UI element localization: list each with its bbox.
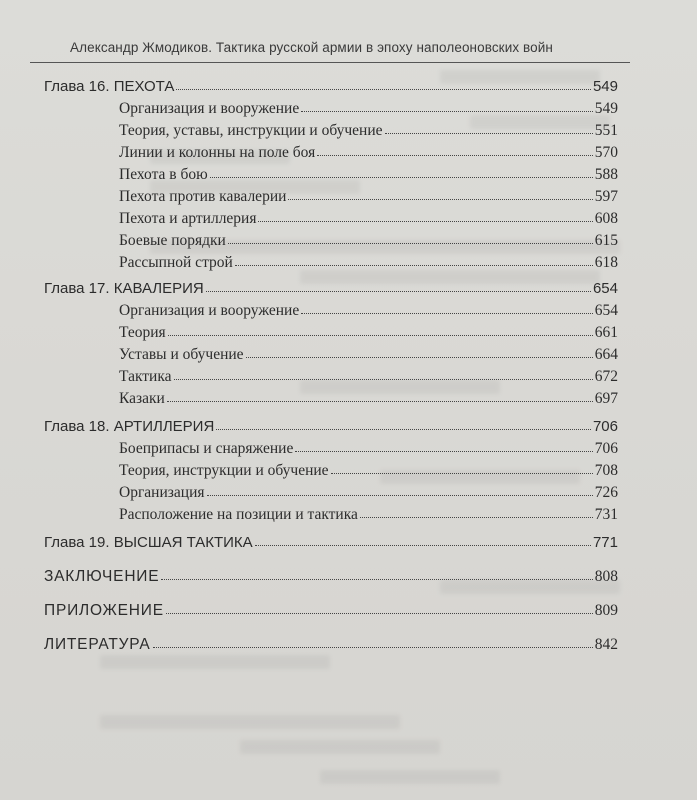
toc-entry-title: Рассыпной строй bbox=[119, 253, 233, 271]
dot-leader bbox=[255, 544, 591, 546]
dot-leader bbox=[288, 198, 592, 200]
toc-entry-title: Глава 18. АРТИЛЛЕРИЯ bbox=[44, 418, 215, 435]
toc-entry-title: Теория, уставы, инструкции и обучение bbox=[119, 121, 383, 139]
toc-entry-title: Расположение на позиции и тактика bbox=[119, 505, 358, 523]
toc-entry-section[interactable] bbox=[119, 296, 618, 318]
dot-leader bbox=[216, 428, 591, 430]
toc-entry-section[interactable] bbox=[119, 362, 618, 384]
dot-leader bbox=[360, 516, 593, 518]
dot-leader bbox=[174, 378, 593, 380]
running-head: Александр Жмодиков. Тактика русской армии в эпоху наполеоновских войн bbox=[70, 40, 553, 55]
toc-entry-conclusion[interactable] bbox=[44, 562, 618, 584]
toc-entry-section[interactable] bbox=[119, 434, 618, 456]
toc-entry-title: Организация и вооружение bbox=[119, 99, 300, 117]
toc-entry-title: Линии и колонны на поле боя bbox=[119, 143, 316, 161]
toc-entry-title: ЗАКЛЮЧЕНИЕ bbox=[44, 567, 160, 585]
toc-entry-title: Глава 17. КАВАЛЕРИЯ bbox=[44, 280, 204, 297]
toc-entry-page: 654 bbox=[592, 280, 618, 297]
header-rule bbox=[30, 62, 630, 63]
toc-entry-page: 731 bbox=[594, 505, 618, 523]
dot-leader bbox=[258, 220, 592, 222]
toc-entry-page: 661 bbox=[594, 323, 618, 341]
toc-entry-page: 588 bbox=[594, 165, 618, 183]
toc-entry-appendix[interactable] bbox=[44, 596, 618, 618]
toc-entry-page: 726 bbox=[594, 483, 618, 501]
toc-entry-page: 618 bbox=[594, 253, 618, 271]
toc-entry-chapter-19[interactable] bbox=[44, 528, 618, 550]
toc-entry-section[interactable] bbox=[119, 182, 618, 204]
toc-entry-section[interactable] bbox=[119, 456, 618, 478]
toc-entry-section[interactable] bbox=[119, 160, 618, 182]
dot-leader bbox=[167, 400, 593, 402]
toc-entry-page: 706 bbox=[592, 418, 618, 435]
toc-entry-section[interactable] bbox=[119, 116, 618, 138]
toc-entry-section[interactable] bbox=[119, 500, 618, 522]
toc-entry-chapter-17[interactable] bbox=[44, 274, 618, 296]
dot-leader bbox=[153, 646, 593, 648]
dot-leader bbox=[210, 176, 593, 178]
dot-leader bbox=[317, 154, 593, 156]
toc-entry-section[interactable] bbox=[119, 340, 618, 362]
toc-entry-title: Боеприпасы и снаряжение bbox=[119, 439, 294, 457]
toc-entry-title: Организация и вооружение bbox=[119, 301, 300, 319]
toc-entry-section[interactable] bbox=[119, 384, 618, 406]
toc-entry-page: 551 bbox=[594, 121, 618, 139]
toc-entry-page: 771 bbox=[592, 534, 618, 551]
toc-entry-page: 654 bbox=[594, 301, 618, 319]
toc-entry-section[interactable] bbox=[119, 138, 618, 160]
toc-entry-section[interactable] bbox=[119, 204, 618, 226]
toc-entry-page: 608 bbox=[594, 209, 618, 227]
dot-leader bbox=[206, 290, 591, 292]
toc-entry-title: Организация bbox=[119, 483, 205, 501]
toc-entry-title: Теория bbox=[119, 323, 166, 341]
toc-entry-title: Пехота в бою bbox=[119, 165, 208, 183]
toc-entry-title: Казаки bbox=[119, 389, 165, 407]
dot-leader bbox=[176, 88, 591, 90]
toc-entry-title: Пехота и артиллерия bbox=[119, 209, 257, 227]
toc-entry-page: 549 bbox=[592, 78, 618, 95]
toc-entry-title: Уставы и обучение bbox=[119, 345, 244, 363]
dot-leader bbox=[207, 494, 593, 496]
dot-leader bbox=[235, 264, 593, 266]
dot-leader bbox=[301, 312, 593, 314]
toc-entry-page: 664 bbox=[594, 345, 618, 363]
toc-entry-page: 809 bbox=[594, 601, 618, 619]
toc-entry-page: 615 bbox=[594, 231, 618, 249]
toc-entry-title: Тактика bbox=[119, 367, 172, 385]
toc-entry-title: ПРИЛОЖЕНИЕ bbox=[44, 601, 164, 619]
toc-entry-title: Глава 16. ПЕХОТА bbox=[44, 78, 175, 95]
toc-entry-page: 697 bbox=[594, 389, 618, 407]
dot-leader bbox=[295, 450, 592, 452]
dot-leader bbox=[161, 578, 592, 580]
toc-entry-page: 570 bbox=[594, 143, 618, 161]
toc-entry-literature[interactable] bbox=[44, 630, 618, 652]
dot-leader bbox=[166, 612, 593, 614]
dot-leader bbox=[246, 356, 593, 358]
toc-entry-section[interactable] bbox=[119, 226, 618, 248]
toc-entry-title: Боевые порядки bbox=[119, 231, 226, 249]
dot-leader bbox=[228, 242, 593, 244]
toc-entry-page: 597 bbox=[594, 187, 618, 205]
dot-leader bbox=[331, 472, 593, 474]
toc-entry-page: 706 bbox=[594, 439, 618, 457]
toc-entry-section[interactable] bbox=[119, 318, 618, 340]
toc-entry-page: 842 bbox=[594, 635, 618, 653]
toc-entry-chapter-16[interactable] bbox=[44, 72, 618, 94]
toc-entry-page: 549 bbox=[594, 99, 618, 117]
toc-entry-page: 708 bbox=[594, 461, 618, 479]
dot-leader bbox=[168, 334, 593, 336]
toc-entry-title: Теория, инструкции и обучение bbox=[119, 461, 329, 479]
toc-entry-section[interactable] bbox=[119, 248, 618, 270]
toc-entry-page: 672 bbox=[594, 367, 618, 385]
toc-entry-title: ЛИТЕРАТУРА bbox=[44, 635, 151, 653]
toc-entry-page: 808 bbox=[594, 567, 618, 585]
toc-entry-section[interactable] bbox=[119, 478, 618, 500]
dot-leader bbox=[385, 132, 593, 134]
toc-entry-chapter-18[interactable] bbox=[44, 412, 618, 434]
dot-leader bbox=[301, 110, 593, 112]
toc-entry-section[interactable] bbox=[119, 94, 618, 116]
toc-entry-title: Глава 19. ВЫСШАЯ ТАКТИКА bbox=[44, 534, 253, 551]
toc-entry-title: Пехота против кавалерии bbox=[119, 187, 287, 205]
